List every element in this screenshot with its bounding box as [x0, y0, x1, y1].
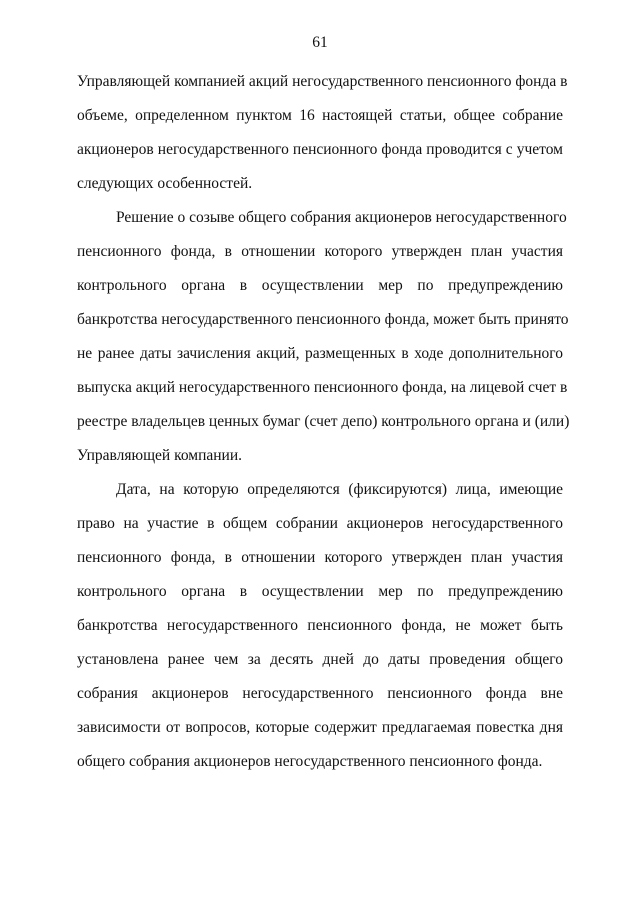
paragraph-line: Управляющей компании.: [77, 447, 243, 464]
paragraph-line: реестре владельцев ценных бумаг (счет депо) контрольного органа и (или): [77, 413, 570, 430]
paragraph-line: собрания акционеров негосударственного пенсионного фонда вне: [77, 685, 563, 702]
paragraph-line: пенсионного фонда, в отношении которого утвержден план участия: [77, 549, 563, 566]
paragraph-line: Решение о созыве общего собрания акционеров негосударственного: [116, 209, 567, 226]
paragraph-line: акционеров негосударственного пенсионного фонда проводится с учетом: [77, 141, 563, 158]
paragraph-line: установлена ранее чем за десять дней до даты проведения общего: [77, 651, 563, 668]
page-number: 61: [312, 34, 328, 51]
paragraph-line: Управляющей компанией акций негосударственного пенсионного фонда в: [77, 73, 568, 90]
paragraph-line: контрольного органа в осуществлении мер по предупреждению: [77, 583, 563, 600]
paragraph-line: следующих особенностей.: [77, 175, 253, 192]
paragraph-line: зависимости от вопросов, которые содержит предлагаемая повестка дня: [77, 719, 563, 736]
paragraph-line: контрольного органа в осуществлении мер по предупреждению: [77, 277, 563, 294]
paragraph-line: объеме, определенном пунктом 16 настоящей статьи, общее собрание: [77, 107, 563, 124]
paragraph-line: банкротства негосударственного пенсионного фонда, не может быть: [77, 617, 563, 634]
paragraph-line: выпуска акций негосударственного пенсионного фонда, на лицевой счет в: [77, 379, 568, 396]
paragraph-line: право на участие в общем собрании акционеров негосударственного: [77, 515, 563, 532]
paragraph-line: не ранее даты зачисления акций, размещенных в ходе дополнительного: [77, 345, 563, 362]
paragraph-line: пенсионного фонда, в отношении которого утвержден план участия: [77, 243, 563, 260]
paragraph-line: общего собрания акционеров негосударственного пенсионного фонда.: [77, 753, 543, 770]
paragraph-line: банкротства негосударственного пенсионного фонда, может быть принято: [77, 311, 569, 328]
paragraph-line: Дата, на которую определяются (фиксируются) лица, имеющие: [116, 481, 563, 498]
